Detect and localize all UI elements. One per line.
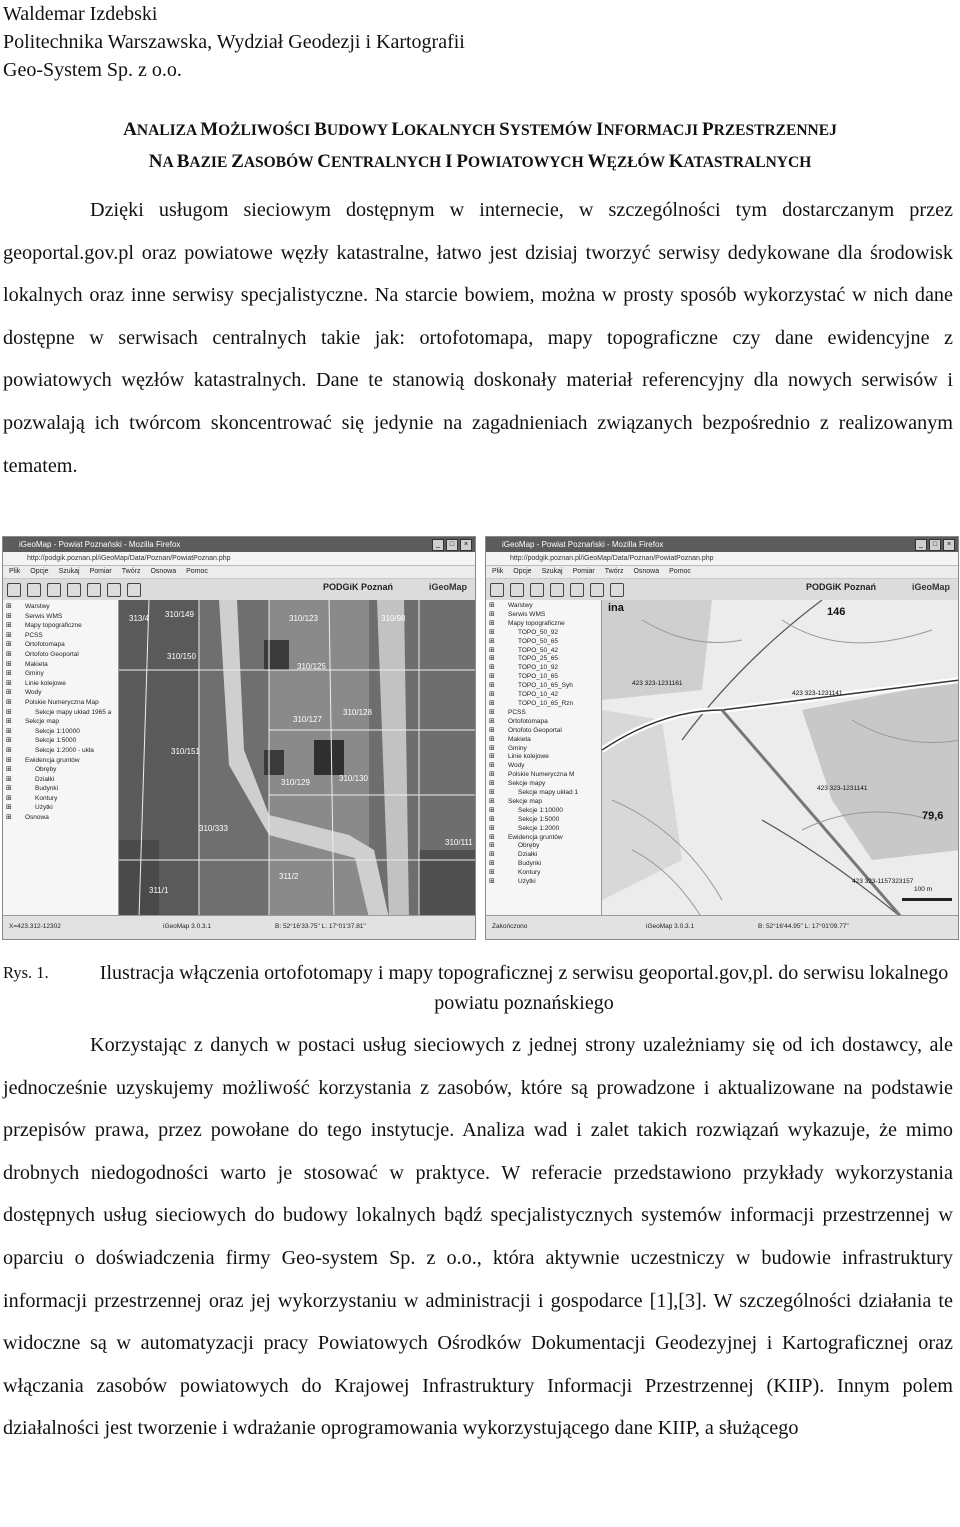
- topographic-image: [602, 600, 958, 918]
- menu-item: Szukaj: [58, 568, 80, 575]
- menu-item: Pomoc: [669, 568, 691, 575]
- layer-item: ⊞ Ortofoto Geoportal: [486, 727, 601, 736]
- address-bar: http://podgik.poznan.pl/iGeoMap/Data/Poznan/PowiatPoznan.php: [3, 552, 475, 566]
- version-label: iGeoMap 3.0.3.1: [163, 923, 212, 930]
- select-icon: [67, 583, 81, 597]
- layer-item: ⊞ TOPO_10_65_Syh: [486, 682, 601, 691]
- coordinates-readout: B: 52°16'33.75" L: 17°01'37.81": [275, 923, 366, 930]
- menu-item: Osnowa: [633, 568, 660, 575]
- maximize-icon: □: [446, 539, 458, 551]
- map-toolbar: [3, 579, 475, 602]
- zoom-out-icon: [27, 583, 41, 597]
- layer-item: ⊞ Mapy topograficzne: [486, 620, 601, 629]
- layer-tree: [3, 600, 119, 920]
- status-text: Zakończono: [492, 923, 528, 930]
- map-label: 146: [827, 606, 846, 618]
- layer-item: ⊞ Makieta: [486, 736, 601, 745]
- layer-item: ⊞ Polskie Numeryczna Map: [3, 698, 118, 708]
- parcel-label: 310/123: [289, 614, 318, 623]
- layer-item: ⊞ Budynki: [486, 860, 601, 869]
- close-icon: ×: [943, 539, 955, 551]
- layer-item: ⊞ Ewidencja gruntów: [486, 834, 601, 843]
- app-logo: iGeoMap: [428, 582, 467, 592]
- parcel-label: 310/149: [165, 610, 194, 619]
- parcel-label: 313/4: [129, 614, 150, 623]
- print-icon: [610, 583, 624, 597]
- layer-item: ⊞ Sekcje 1:10000: [486, 807, 601, 816]
- status-bar: [3, 915, 475, 939]
- layer-item: ⊞ Warstwy: [3, 602, 118, 612]
- map-toolbar: [486, 579, 958, 602]
- measure-icon: [107, 583, 121, 597]
- layer-item: ⊞ Sekcje map: [3, 717, 118, 727]
- layer-item: ⊞ Wody: [486, 762, 601, 771]
- layer-tree: [486, 600, 602, 920]
- scale-bar-label: 100 m: [914, 886, 933, 893]
- layer-item: ⊞ Polskie Numeryczna M: [486, 771, 601, 780]
- print-icon: [127, 583, 141, 597]
- menu-item: Plik: [9, 568, 21, 575]
- map-label: 423 323-1231161: [632, 680, 683, 687]
- layer-item: ⊞ Makieta: [3, 660, 118, 670]
- pan-icon: [530, 583, 544, 597]
- screenshot-orthophoto: [2, 536, 476, 940]
- caption-text: Ilustracja włączenia ortofotomapy i mapy topograficznej z serwisu geoportal.gov,pl. do serwisu lokalnego powiatu poznańskiego: [99, 962, 949, 1014]
- brand-logo: PODGiK Poznań: [805, 582, 876, 592]
- map-label: 423 323-1231141: [817, 785, 868, 792]
- layer-item: ⊞ TOPO_25_65: [486, 655, 601, 664]
- layer-item: ⊞ Mapy topograficzne: [3, 621, 118, 631]
- coordinates-readout: B: 52°16'44.95" L: 17°01'09.77": [758, 923, 849, 930]
- layer-item: ⊞ Sekcje 1:2000: [486, 825, 601, 834]
- parcel-label: 310/127: [293, 715, 322, 724]
- layer-item: ⊞ TOPO_10_92: [486, 664, 601, 673]
- layer-item: ⊞ Linie kolejowe: [3, 679, 118, 689]
- layer-item: ⊞ Ortofoto Geoportal: [3, 650, 118, 660]
- window-title: iGeoMap - Powiat Poznański - Mozilla Firefox: [502, 540, 664, 549]
- layer-item: ⊞ TOPO_50_65: [486, 638, 601, 647]
- menu-item: Pomoc: [186, 568, 208, 575]
- menu-item: Pomiar: [572, 568, 595, 575]
- layer-item: ⊞ Działki: [3, 775, 118, 785]
- pan-icon: [47, 583, 61, 597]
- layer-item: ⊞ Osnowa: [3, 813, 118, 823]
- menu-item: Twórz: [121, 568, 141, 575]
- paragraph-intro: Dzięki usługom sieciowym dostępnym w internecie, w szczególności tym dostarczanym przez geoportal.gov.pl oraz powiatowe węzły katastralne, łatwo jest dzisiaj tworzyć serwisy dedykowane dla środowisk lokalnych oraz inne serwisy specjalistyczne. Na starcie bowiem, można w prosty sposób wykorzystać w nich dane dostępne w serwisach centralnych takie jak: ortofotomapa, mapy topograficzne czy dane ewidencyjne z powiatowych węzłów katastralnych. Dane te stanowią doskonały materiał referencyjny dla nowych serwisów i pozwalają ich twórcom skoncentrować się jedynie na zagadnieniach związanych bezpośrednio z realizowanym tematem.: [3, 199, 953, 477]
- layer-item: ⊞ Użytki: [486, 878, 601, 887]
- topographic-map: [602, 600, 958, 918]
- minimize-icon: _: [915, 539, 927, 551]
- menu-bar: [486, 566, 958, 579]
- parcel-label: 310/129: [281, 778, 310, 787]
- author-block: [3, 0, 465, 84]
- title-line-1: ANALIZA MOŻLIWOŚCI BUDOWY LOKALNYCH SYSTEMÓW INFORMACJI PRZESTRZENNEJ: [123, 119, 837, 140]
- map-label: ina: [608, 602, 624, 614]
- menu-bar: [3, 566, 475, 579]
- menu-item: Pomiar: [89, 568, 112, 575]
- layer-item: ⊞ TOPO_10_42: [486, 691, 601, 700]
- layer-item: ⊞ Użytki: [3, 803, 118, 813]
- layer-item: ⊞ Ewidencja gruntów: [3, 756, 118, 766]
- layer-item: ⊞ Sekcje mapy układ 1965 a: [3, 708, 118, 718]
- parcel-label: 310/98: [381, 614, 406, 623]
- layer-item: ⊞ Budynki: [3, 784, 118, 794]
- layer-item: ⊞ Sekcje map: [486, 798, 601, 807]
- layer-item: ⊞ Obręby: [486, 842, 601, 851]
- layer-item: ⊞ Obręby: [3, 765, 118, 775]
- layer-item: ⊞ TOPO_50_92: [486, 629, 601, 638]
- layer-item: ⊞ Wody: [3, 688, 118, 698]
- info-icon: [570, 583, 584, 597]
- zoom-in-icon: [490, 583, 504, 597]
- maximize-icon: □: [929, 539, 941, 551]
- layer-item: ⊞ Sekcje mapy: [486, 780, 601, 789]
- parcel-label: 310/333: [199, 824, 228, 833]
- menu-item: Opcje: [30, 568, 49, 575]
- paper-title: [0, 114, 960, 178]
- layer-item: ⊞ Kontury: [3, 794, 118, 804]
- app-logo: iGeoMap: [911, 582, 950, 592]
- layer-item: ⊞ TOPO_10_65_Rzn: [486, 700, 601, 709]
- layer-item: ⊞ Warstwy: [486, 602, 601, 611]
- layer-item: ⊞ Sekcje 1:10000: [3, 727, 118, 737]
- layer-item: ⊞ Ortofotomapa: [3, 640, 118, 650]
- layer-item: ⊞ Działki: [486, 851, 601, 860]
- layer-item: ⊞ Sekcje 1:5000: [3, 736, 118, 746]
- parcel-label: 310/125: [297, 662, 326, 671]
- zoom-in-icon: [7, 583, 21, 597]
- measure-icon: [590, 583, 604, 597]
- menu-item: Plik: [492, 568, 504, 575]
- address-bar: http://podgik.poznan.pl/iGeoMap/Data/Poznan/PowiatPoznan.php: [486, 552, 958, 566]
- menu-item: Osnowa: [150, 568, 177, 575]
- layer-item: ⊞ PCSS: [486, 709, 601, 718]
- layer-item: ⊞ Ortofotomapa: [486, 718, 601, 727]
- close-icon: ×: [460, 539, 472, 551]
- window-title: iGeoMap - Powiat Poznański - Mozilla Firefox: [19, 540, 181, 549]
- parcel-label: 310/111: [445, 838, 473, 847]
- parcel-label: 311/2: [279, 872, 299, 881]
- layer-item: ⊞ PCSS: [3, 631, 118, 641]
- screenshot-topographic: [485, 536, 959, 940]
- map-label: 423 323-1231141: [792, 690, 843, 697]
- menu-item: Twórz: [604, 568, 624, 575]
- parcel-label: 310/151: [171, 747, 200, 756]
- select-icon: [550, 583, 564, 597]
- layer-item: ⊞ TOPO_50_42: [486, 647, 601, 656]
- parcel-label: 310/130: [339, 774, 368, 783]
- brand-logo: PODGiK Poznań: [322, 582, 393, 592]
- map-label: 423 323-1157323157: [852, 878, 914, 885]
- layer-item: ⊞ Linie kolejowe: [486, 753, 601, 762]
- layer-item: ⊞ Kontury: [486, 869, 601, 878]
- menu-item: Szukaj: [541, 568, 563, 575]
- orthophoto-image: [119, 600, 475, 918]
- parcel-label: 310/128: [343, 708, 372, 717]
- author-affiliation: Politechnika Warszawska, Wydział Geodezji i Kartografii: [3, 31, 465, 53]
- figure-label: Rys. 1.: [3, 963, 49, 982]
- author-name: Waldemar Izdebski: [3, 3, 158, 25]
- layer-item: ⊞ Serwis WMS: [486, 611, 601, 620]
- layer-item: ⊞ Gminy: [3, 669, 118, 679]
- orthophoto-map: [119, 600, 475, 918]
- status-bar: [486, 915, 958, 939]
- parcel-label: 311/1: [149, 886, 169, 895]
- layer-item: ⊞ TOPO_10_65: [486, 673, 601, 682]
- layer-item: ⊞ Sekcje 1:5000: [486, 816, 601, 825]
- layer-item: ⊞ Sekcje mapy układ 1: [486, 789, 601, 798]
- layer-item: ⊞ Sekcje 1:2000 - ukła: [3, 746, 118, 756]
- map-label: 79,6: [922, 810, 944, 822]
- minimize-icon: _: [432, 539, 444, 551]
- author-company: Geo-System Sp. z o.o.: [3, 59, 182, 81]
- parcel-label: 310/150: [167, 652, 196, 661]
- zoom-out-icon: [510, 583, 524, 597]
- layer-item: ⊞ Serwis WMS: [3, 612, 118, 622]
- window-titlebar: [486, 537, 958, 552]
- info-icon: [87, 583, 101, 597]
- title-line-2: NA BAZIE ZASOBÓW CENTRALNYCH I POWIATOWYCH WĘZŁÓW KATASTRALNYCH: [148, 151, 812, 172]
- paragraph-body: Korzystając z danych w postaci usług sieciowych z jednej strony uzależniamy się od ich dostawcy, ale jednocześnie uzyskujemy możliwość korzystania z zasobów, które są prowadzone i aktualizowane na podstawie przepisów prawa, przez powołane do tego instytucje. Analiza wad i zalet takich rozwiązań wykazuje, że mimo drobnych niedogodności warto je stosować w praktyce. W referacie przedstawiono przykłady wykorzystania dostępnych usług sieciowych do budowy lokalnych bądź specjalistycznych systemów informacji przestrzennej w oparciu o doświadczenia firmy Geo-system Sp. z o.o., która aktywnie uczestniczy w budowie infrastruktury informacji przestrzennej oraz jej wykorzystaniu w administracji i gospodarce [1],[3]. W szczególności działania te widoczne są w automatyzacji pracy Powiatowych Ośrodków Dokumentacji Geodezyjnej i Kartograficznej oraz włączania zasobów powiatowych do Krajowej Infrastruktury Informacji Przestrzennej (KIIP). Innym polem działalności jest tworzenie i wdrażanie oprogramowania wykorzystującego dane KIIP, a służącego: [3, 1034, 953, 1440]
- layer-item: ⊞ Gminy: [486, 745, 601, 754]
- status-text: X=423.312-12302: [9, 923, 61, 930]
- menu-item: Opcje: [513, 568, 532, 575]
- version-label: iGeoMap 3.0.3.1: [646, 923, 695, 930]
- window-titlebar: [3, 537, 475, 552]
